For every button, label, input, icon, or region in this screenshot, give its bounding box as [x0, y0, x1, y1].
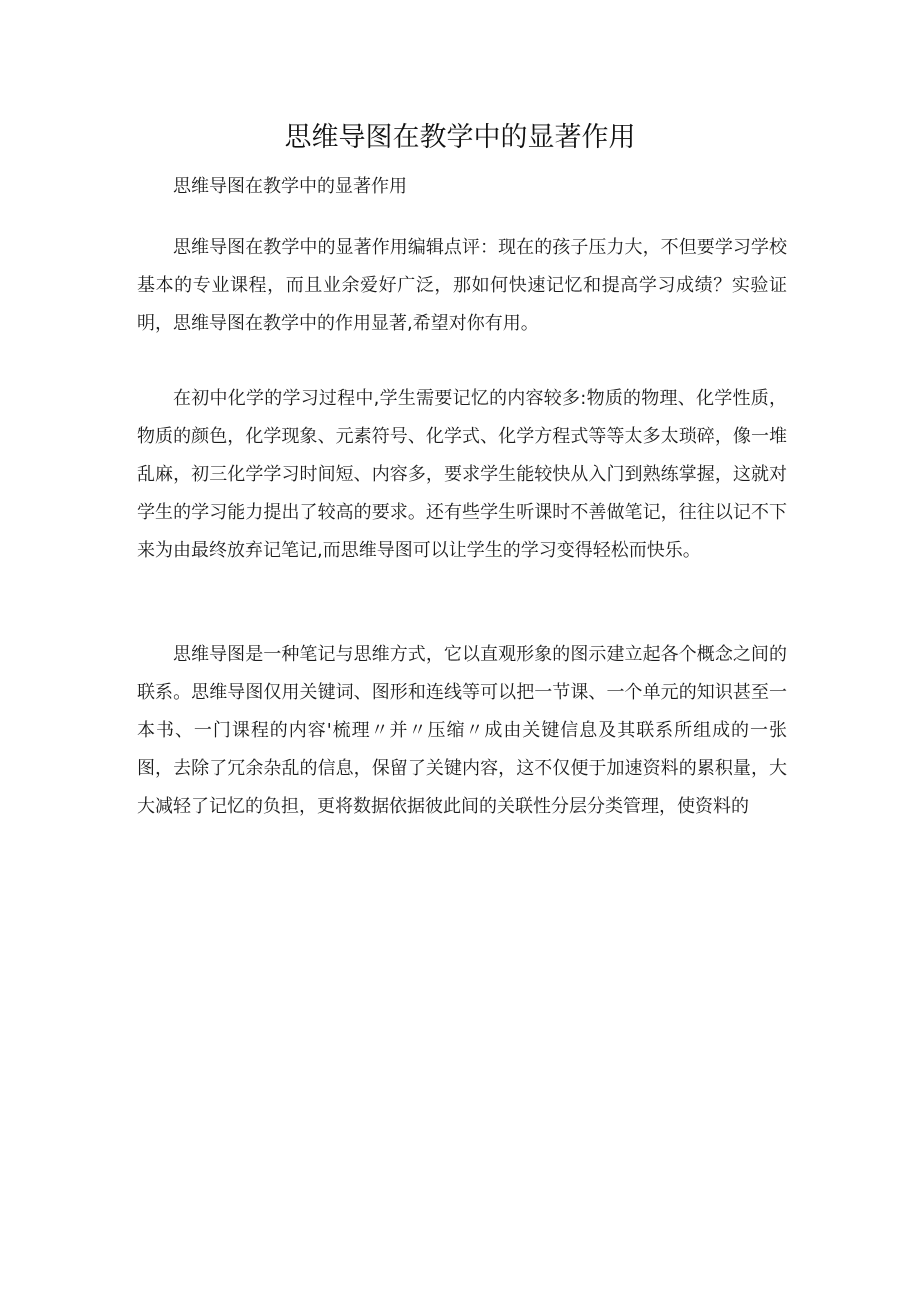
paragraph-intro: 思维导图在教学中的显著作用编辑点评：现在的孩子压力大，不但要学习学校基本的专业课程，而且业余爱好广泛，那如何快速记忆和提高学习成绩？实验证明，思维导图在教学中的作用显著,希望对你有用。: [137, 237, 787, 334]
paragraph-mindmap-definition: 思维导图是一种笔记与思维方式，它以直观形象的图示建立起各个概念之间的联系。思维导图仅用关键词、图形和连线等可以把一节课、一个单元的知识甚至一本书、一门课程的内容'梳理〃并〃压缩〃成由关键信息及其联系所组成的一张图，去除了冗余杂乱的信息，保留了关键内容，这不仅便于加速资料的累积量，大大减轻了记忆的负担，更将数据依据彼此间的关联性分层分类管理，使资料的: [137, 644, 787, 817]
document-subtitle: 思维导图在教学中的显著作用: [173, 176, 407, 197]
document-title: 思维导图在教学中的显著作用: [284, 122, 636, 153]
paragraph-chemistry: 在初中化学的学习过程中,学生需要记忆的内容较多:物质的物理、化学性质，物质的颜色，化学现象、元素符号、化学式、化学方程式等等太多太琐碎，像一堆乱麻，初三化学学习时间短、内容多，要求学生能较快从入门到熟练掌握，这就对学生的学习能力提出了较高的要求。还有些学生听课时不善做笔记，往往以记不下来为由最终放弃记笔记,而思维导图可以让学生的学习变得轻松而快乐。: [137, 388, 787, 561]
